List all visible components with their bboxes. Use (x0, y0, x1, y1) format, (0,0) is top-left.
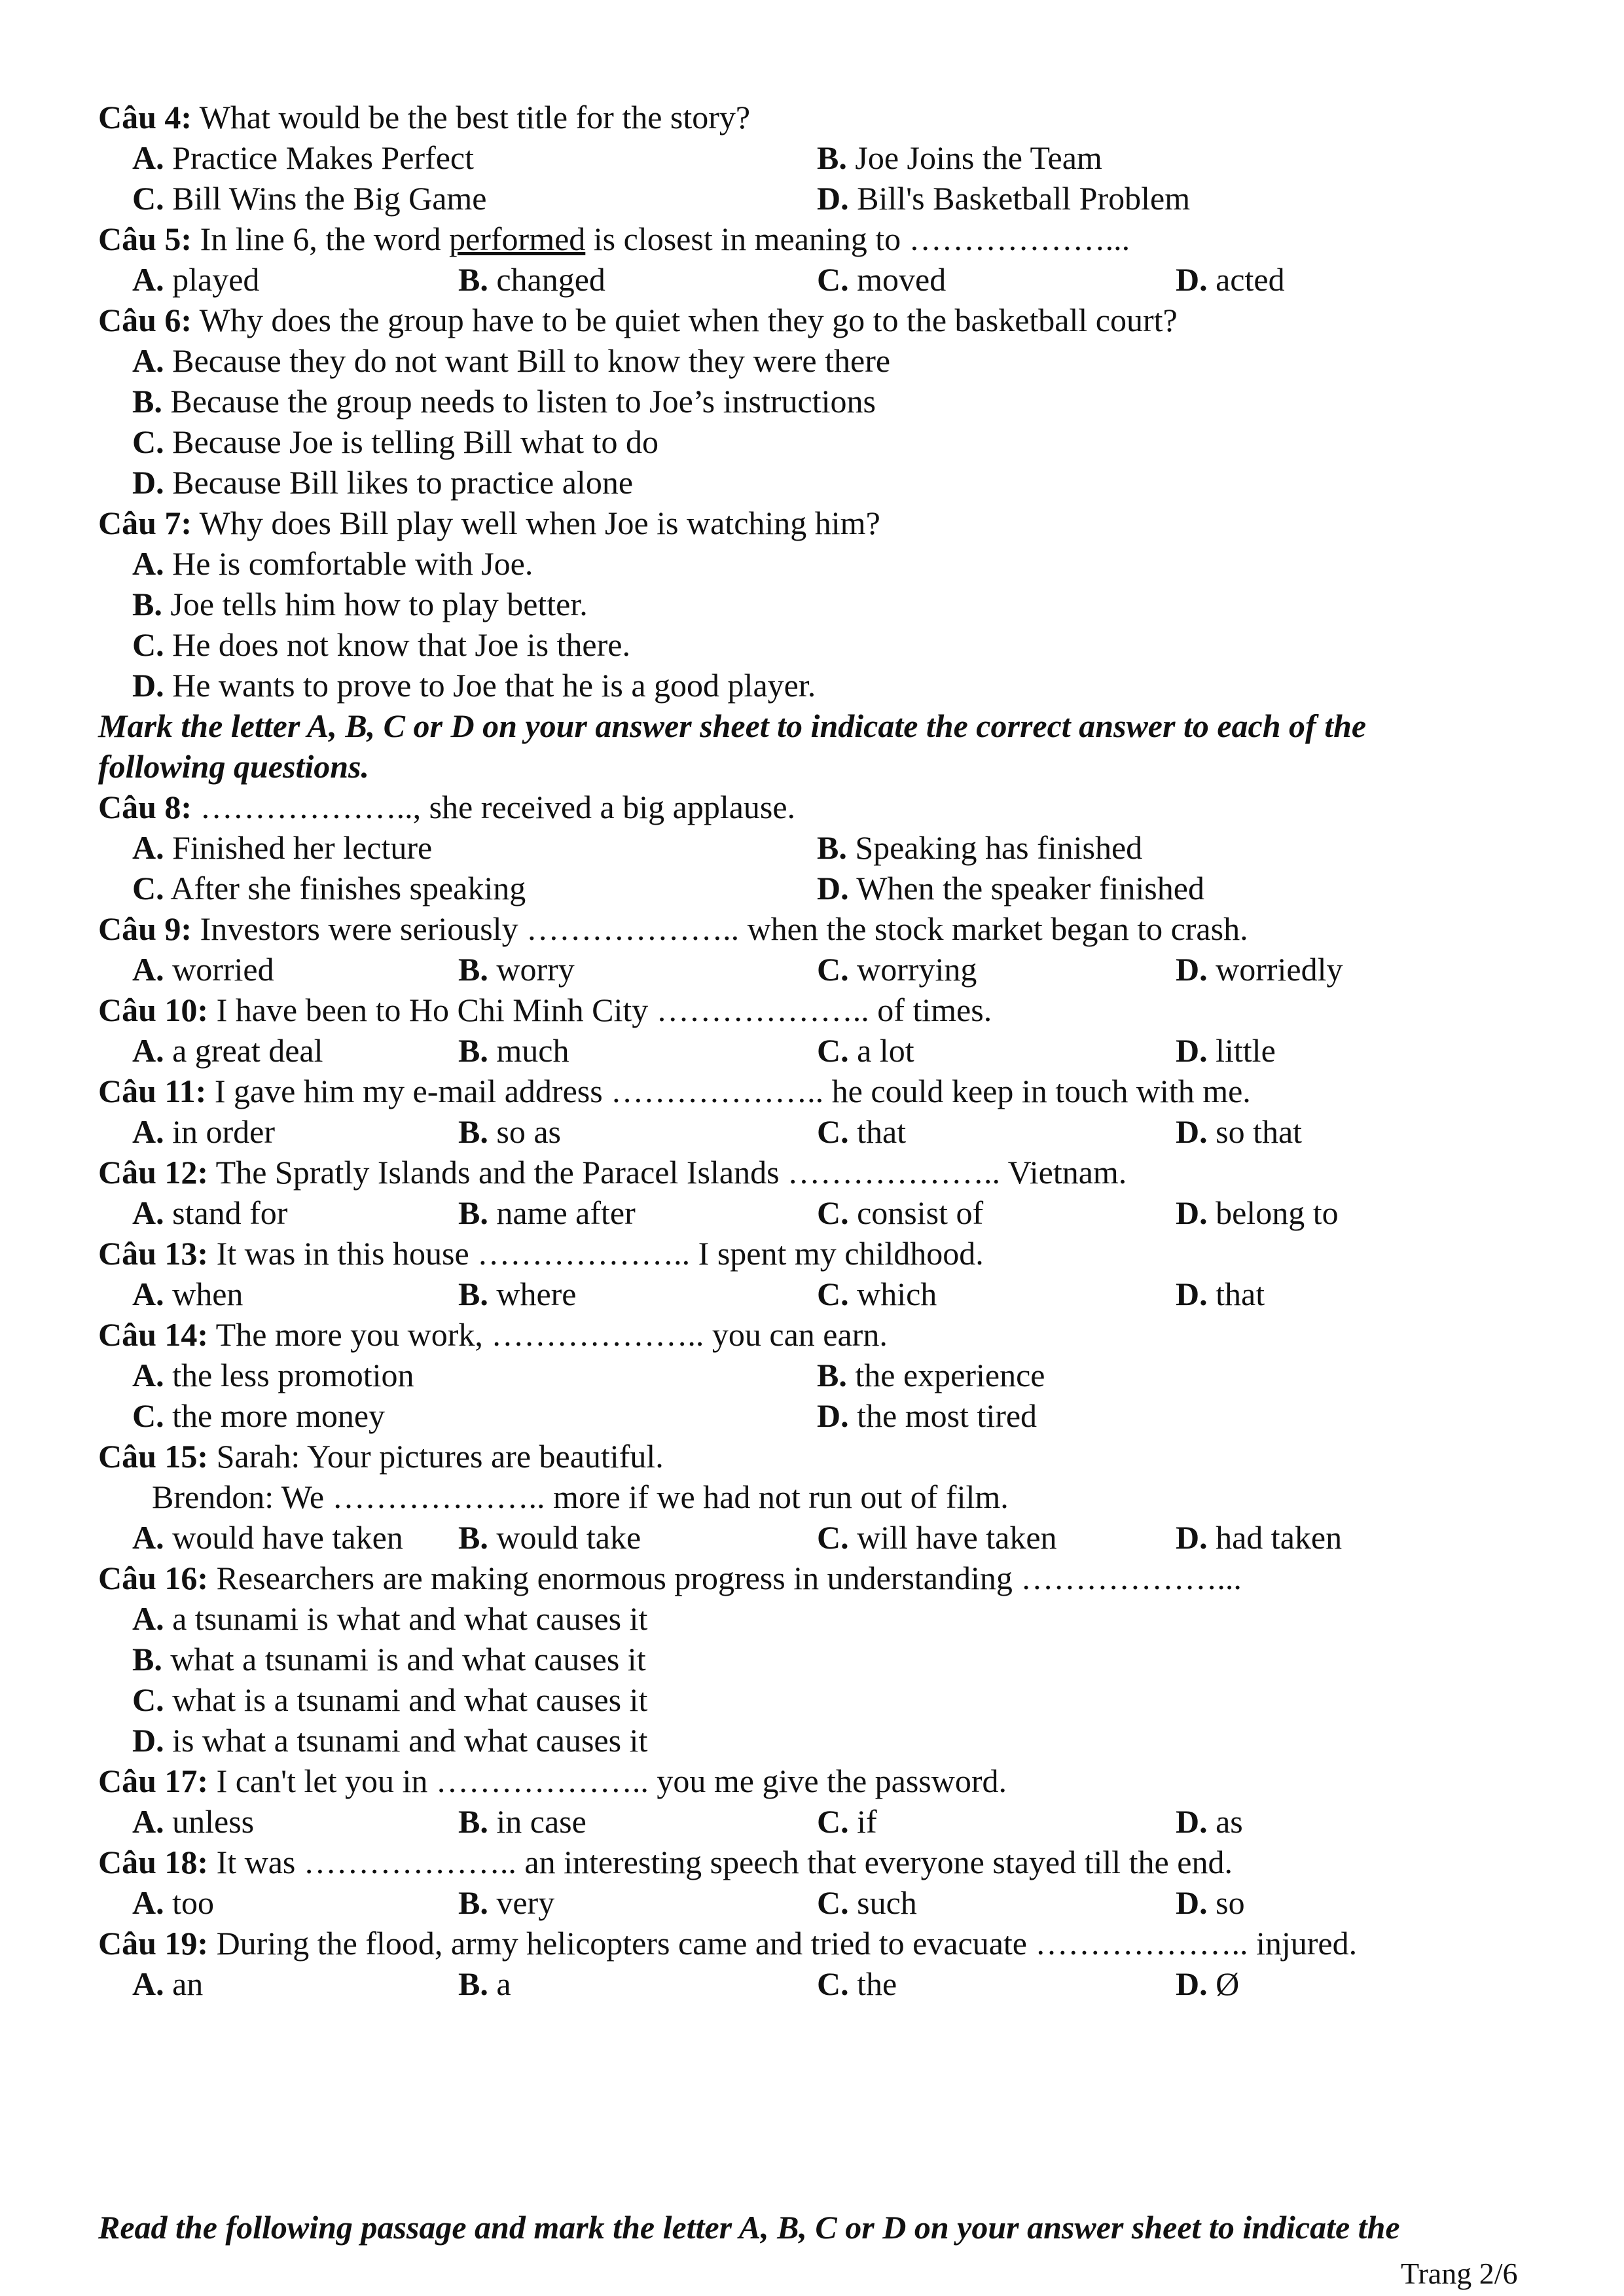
option-b: B. so as (458, 1113, 561, 1150)
option-b: B. Speaking has finished (817, 829, 1143, 866)
option-a: A. too (132, 1884, 215, 1921)
question-13 (98, 1233, 1624, 1274)
question-text: ……………….., she received a big applause. (192, 789, 796, 825)
options-row (132, 1395, 1624, 1436)
question-11 (98, 1071, 1624, 1111)
question-19 (98, 1923, 1624, 1964)
option-a: A. when (132, 1276, 244, 1312)
options-row (132, 1801, 1624, 1842)
option-d: D. worriedly (1176, 951, 1343, 988)
question-12 (98, 1152, 1624, 1193)
option-d: D. Because Bill likes to practice alone (132, 464, 634, 501)
question-5: Câu 5: In line 6, the word performed is closest in meaning to ………………... (98, 221, 1130, 257)
option-a: A. a great deal (132, 1032, 323, 1069)
question-17 (98, 1761, 1624, 1801)
option-d: D. is what a tsunami and what causes it (132, 1722, 648, 1759)
question-label: Câu 7: (98, 505, 192, 541)
option-c: C. Bill Wins the Big Game (132, 180, 487, 217)
question-label: Câu 18: (98, 1844, 209, 1880)
question-text: Why does the group have to be quiet when they go to the basketball court? (192, 302, 1178, 338)
option-c: C. the (817, 1965, 897, 2002)
question-8 (98, 787, 1624, 827)
options-row (132, 1517, 1624, 1558)
question-18 (98, 1842, 1624, 1882)
question-4 (98, 97, 1624, 137)
options-row (132, 1274, 1624, 1314)
option-d: D. so that (1176, 1113, 1303, 1150)
question-label: Câu 10: (98, 992, 209, 1028)
option-d: D. He wants to prove to Joe that he is a good player. (132, 667, 816, 704)
question-16 (98, 1558, 1624, 1598)
option-a: A. Finished her lecture (132, 829, 433, 866)
question-label: Câu 17: (98, 1763, 209, 1799)
option-b: B. the experience (817, 1357, 1045, 1393)
question-text: It was ……………….. an interesting speech that everyone stayed till the end. (208, 1844, 1233, 1880)
question-label: Câu 12: (98, 1154, 209, 1191)
options-row (132, 1111, 1624, 1152)
option-d: D. When the speaker finished (817, 870, 1204, 906)
option-a: A. He is comfortable with Joe. (132, 545, 533, 582)
options-row (132, 137, 1624, 178)
option-a: A. would have taken (132, 1519, 403, 1556)
option-a: A. the less promotion (132, 1357, 414, 1393)
question-text: Sarah: Your pictures are beautiful. (208, 1438, 664, 1475)
options-row (132, 1964, 1624, 2004)
question-label: Câu 9: (98, 910, 192, 947)
question-text: Investors were seriously ……………….. when the stock market began to crash. (192, 910, 1248, 947)
option-c: C. moved (817, 261, 947, 298)
option-b: B. very (458, 1884, 555, 1921)
options-row (132, 1355, 1624, 1395)
option-a: A. a tsunami is what and what causes it (132, 1600, 648, 1637)
underlined-word: performed (449, 221, 586, 257)
question-text: I have been to Ho Chi Minh City ……………….. of times. (208, 992, 992, 1028)
option-d: D. acted (1176, 261, 1285, 298)
option-a: A. Practice Makes Perfect (132, 139, 474, 176)
option-c: C. consist of (817, 1194, 984, 1231)
question-label: Câu 15: (98, 1438, 209, 1475)
option-c: C. will have taken (817, 1519, 1057, 1556)
question-label: Câu 4: (98, 99, 192, 135)
question-label: Câu 8: (98, 789, 192, 825)
question-text: Researchers are making enormous progress in understanding ………………... (208, 1560, 1242, 1596)
question-label: Câu 19: (98, 1925, 209, 1962)
page-number: Trang 2/6 (1401, 2257, 1518, 2290)
option-c: C. Because Joe is telling Bill what to do (132, 423, 659, 460)
option-b: B. would take (458, 1519, 641, 1556)
question-label: Câu 14: (98, 1316, 209, 1353)
option-b: B. worry (458, 951, 575, 988)
option-d: D. as (1176, 1803, 1243, 1840)
option-d: D. Bill's Basketball Problem (817, 180, 1191, 217)
option-b: B. in case (458, 1803, 586, 1840)
option-c: C. He does not know that Joe is there. (132, 626, 630, 663)
question-text: The Spratly Islands and the Paracel Islands ……………….. Vietnam. (208, 1154, 1127, 1191)
option-d: D. that (1176, 1276, 1265, 1312)
option-c: C. which (817, 1276, 937, 1312)
option-c: C. what is a tsunami and what causes it (132, 1681, 648, 1718)
options-row (132, 868, 1624, 908)
question-7 (98, 503, 1624, 543)
question-text: The more you work, ……………….. you can earn. (208, 1316, 888, 1353)
options-row (132, 1193, 1624, 1233)
option-b: B. a (458, 1965, 511, 2002)
question-label: Câu 11: (98, 1073, 207, 1109)
option-d: D. little (1176, 1032, 1276, 1069)
options-row (132, 949, 1624, 990)
option-a: A. in order (132, 1113, 275, 1150)
question-15-dialogue: Brendon: We ……………….. more if we had not run out of film. (152, 1479, 1009, 1515)
options-row (132, 1030, 1624, 1071)
option-d: D. Ø (1176, 1965, 1240, 2002)
option-d: D. had taken (1176, 1519, 1343, 1556)
option-c: C. worrying (817, 951, 977, 988)
options-row (132, 259, 1624, 300)
question-text: Why does Bill play well when Joe is watching him? (192, 505, 880, 541)
option-c: C. the more money (132, 1397, 386, 1434)
option-c: C. if (817, 1803, 877, 1840)
option-c: C. After she finishes speaking (132, 870, 526, 906)
option-b: B. Joe Joins the Team (817, 139, 1102, 176)
option-d: D. the most tired (817, 1397, 1038, 1434)
question-6 (98, 300, 1624, 340)
question-9 (98, 908, 1624, 949)
question-15 (98, 1436, 1624, 1477)
question-label: Câu 5: (98, 221, 192, 257)
option-b: B. name after (458, 1194, 636, 1231)
option-b: B. Joe tells him how to play better. (132, 586, 588, 622)
question-text: During the flood, army helicopters came and tried to evacuate ……………….. injured. (208, 1925, 1358, 1962)
question-label: Câu 6: (98, 302, 192, 338)
option-b: B. where (458, 1276, 577, 1312)
option-c: C. a lot (817, 1032, 914, 1069)
question-label: Câu 16: (98, 1560, 209, 1596)
option-b: B. what a tsunami is and what causes it (132, 1641, 646, 1677)
question-text: I can't let you in ……………….. you me give the password. (208, 1763, 1007, 1799)
option-b: B. much (458, 1032, 569, 1069)
option-b: B. Because the group needs to listen to Joe’s instructions (132, 383, 876, 420)
options-row (132, 1882, 1624, 1923)
options-row (132, 827, 1624, 868)
question-14 (98, 1314, 1624, 1355)
option-c: C. that (817, 1113, 907, 1150)
option-a: A. played (132, 261, 260, 298)
option-a: A. an (132, 1965, 204, 2002)
option-a: A. unless (132, 1803, 255, 1840)
section-instruction-cont: following questions. (98, 748, 369, 785)
section-instruction: Mark the letter A, B, C or D on your answer sheet to indicate the correct answer to each of the (98, 708, 1367, 744)
option-a: A. worried (132, 951, 274, 988)
passage-instruction: Read the following passage and mark the letter A, B, C or D on your answer sheet to indicate the (98, 2209, 1400, 2246)
question-text: It was in this house ……………….. I spent my childhood. (208, 1235, 984, 1272)
question-text: I gave him my e-mail address ……………….. he could keep in touch with me. (206, 1073, 1251, 1109)
option-a: A. stand for (132, 1194, 288, 1231)
option-d: D. so (1176, 1884, 1245, 1921)
question-text: What would be the best title for the story? (192, 99, 751, 135)
option-c: C. such (817, 1884, 917, 1921)
question-label: Câu 13: (98, 1235, 209, 1272)
options-row (132, 178, 1624, 219)
option-a: A. Because they do not want Bill to know they were there (132, 342, 891, 379)
question-10 (98, 990, 1624, 1030)
option-b: B. changed (458, 261, 605, 298)
option-d: D. belong to (1176, 1194, 1339, 1231)
